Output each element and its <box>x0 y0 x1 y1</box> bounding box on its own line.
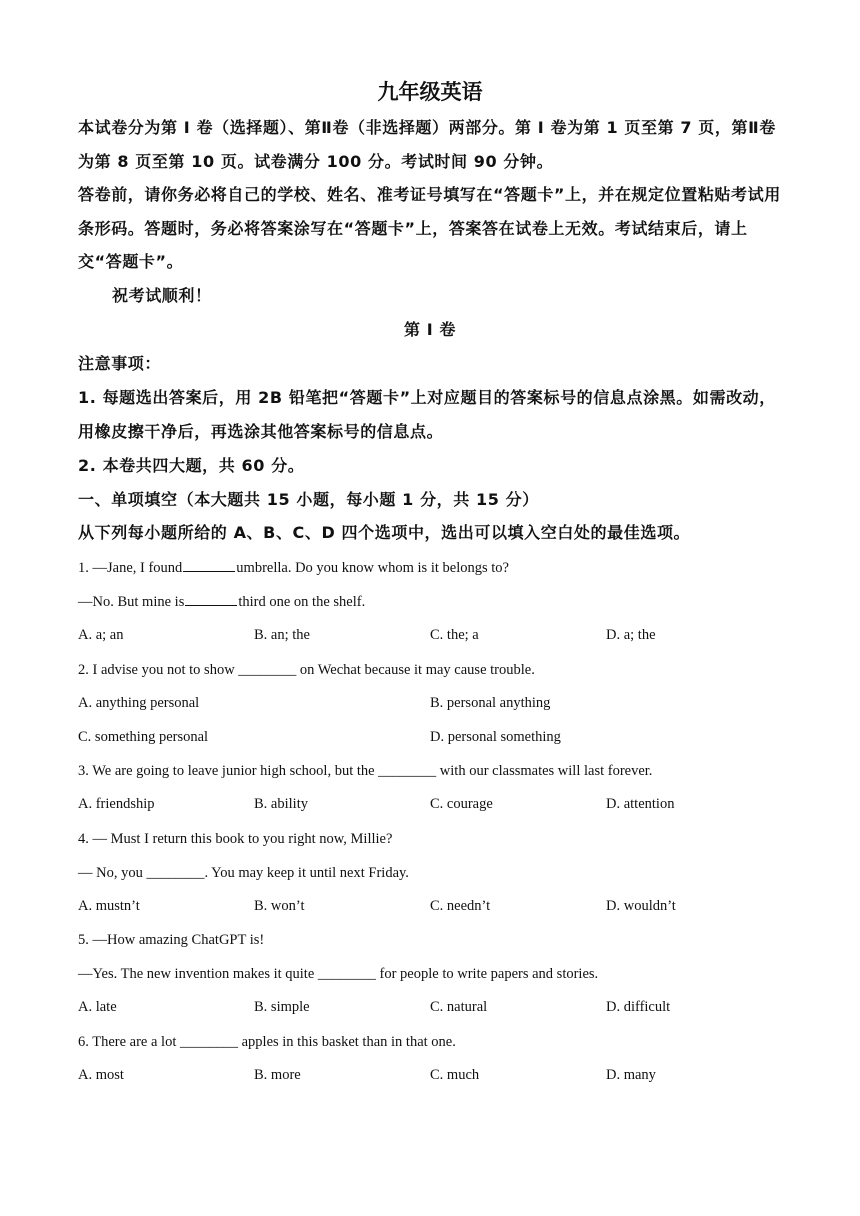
question-6-stem: 6. There are a lot ________ apples in this basket than in that one. <box>78 1034 456 1050</box>
intro-paragraph-1: 本试卷分为第 I 卷（选择题）、第Ⅱ卷（非选择题）两部分。第 I 卷为第 1 页至第 7 页，第Ⅱ卷为第 8 页至第 10 页。试卷满分 100 分。考试时间 90 分钟。 <box>78 118 776 171</box>
part1-instruction: 从下列每小题所给的 A、B、C、D 四个选项中，选出可以填入空白处的最佳选项。 <box>78 523 691 542</box>
part1-heading: 一、单项填空（本大题共 15 小题，每小题 1 分，共 15 分） <box>78 490 539 509</box>
page-title: 九年级英语 <box>377 80 483 104</box>
question-2-options-row-2 <box>78 729 782 747</box>
option-b[interactable]: B. ability <box>254 796 308 812</box>
question-5-response: —Yes. The new invention makes it quite ________ for people to write papers and stories. <box>78 966 599 982</box>
option-d[interactable]: D. wouldn’t <box>606 898 676 914</box>
intro-paragraph-2: 答卷前，请你务必将自己的学校、姓名、准考证号填写在“答题卡”上，并在规定位置粘贴考试用条形码。答题时，务必将答案涂写在“答题卡”上，答案答在试卷上无效。考试结束后，请上交“答题卡”。 <box>78 185 781 271</box>
option-c[interactable]: C. much <box>430 1067 480 1083</box>
option-a[interactable]: A. a; an <box>78 627 124 643</box>
option-a[interactable]: A. late <box>78 999 117 1015</box>
option-d[interactable]: D. personal something <box>430 729 561 745</box>
question-1-text-b: umbrella. Do you know whom is it belongs to? <box>236 560 509 576</box>
question-1-text-d: third one on the shelf. <box>238 594 366 610</box>
question-2-options-row-1 <box>78 695 782 713</box>
option-a[interactable]: A. mustn’t <box>78 898 140 914</box>
option-d[interactable]: D. difficult <box>606 999 671 1015</box>
question-1-line-2 <box>78 593 788 611</box>
option-a[interactable]: A. anything personal <box>78 695 200 711</box>
question-1-line-1 <box>78 559 788 577</box>
question-1-text-c: —No. But mine is <box>78 594 185 610</box>
question-2-stem: 2. I advise you not to show ________ on Wechat because it may cause trouble. <box>78 662 535 678</box>
answer-blank <box>183 559 235 572</box>
question-5-options <box>78 999 782 1017</box>
option-d[interactable]: D. attention <box>606 796 675 812</box>
section-title: 第 I 卷 <box>403 320 457 339</box>
option-b[interactable]: B. more <box>254 1067 301 1083</box>
option-b[interactable]: B. an; the <box>254 627 310 643</box>
answer-blank <box>185 593 237 606</box>
option-b[interactable]: B. simple <box>254 999 310 1015</box>
question-6-options <box>78 1067 782 1085</box>
question-1-options <box>78 627 782 645</box>
question-3-options <box>78 796 782 814</box>
question-1-text-a: 1. —Jane, I found <box>78 560 183 576</box>
question-3-stem: 3. We are going to leave junior high school, but the ________ with our classmates will last forever. <box>78 763 653 779</box>
option-c[interactable]: C. courage <box>430 796 493 812</box>
note-1: 1. 每题选出答案后，用 2B 铅笔把“答题卡”上对应题目的答案标号的信息点涂黑。如需改动，用橡皮擦干净后，再选涂其他答案标号的信息点。 <box>78 388 776 441</box>
question-4-stem: 4. — Must I return this book to you right now, Millie? <box>78 831 393 847</box>
note-2: 2. 本卷共四大题，共 60 分。 <box>78 456 305 475</box>
option-d[interactable]: D. a; the <box>606 627 656 643</box>
option-b[interactable]: B. personal anything <box>430 695 551 711</box>
good-luck-text: 祝考试顺利！ <box>112 286 212 305</box>
option-c[interactable]: C. something personal <box>78 729 209 745</box>
question-4-response: — No, you ________. You may keep it until next Friday. <box>78 865 409 881</box>
option-c[interactable]: C. the; a <box>430 627 479 643</box>
option-c[interactable]: C. needn’t <box>430 898 491 914</box>
option-c[interactable]: C. natural <box>430 999 488 1015</box>
notes-heading: 注意事项： <box>78 354 162 373</box>
question-5-stem: 5. —How amazing ChatGPT is! <box>78 932 265 948</box>
question-4-options <box>78 898 782 916</box>
option-a[interactable]: A. most <box>78 1067 124 1083</box>
option-d[interactable]: D. many <box>606 1067 656 1083</box>
option-b[interactable]: B. won’t <box>254 898 305 914</box>
option-a[interactable]: A. friendship <box>78 796 155 812</box>
